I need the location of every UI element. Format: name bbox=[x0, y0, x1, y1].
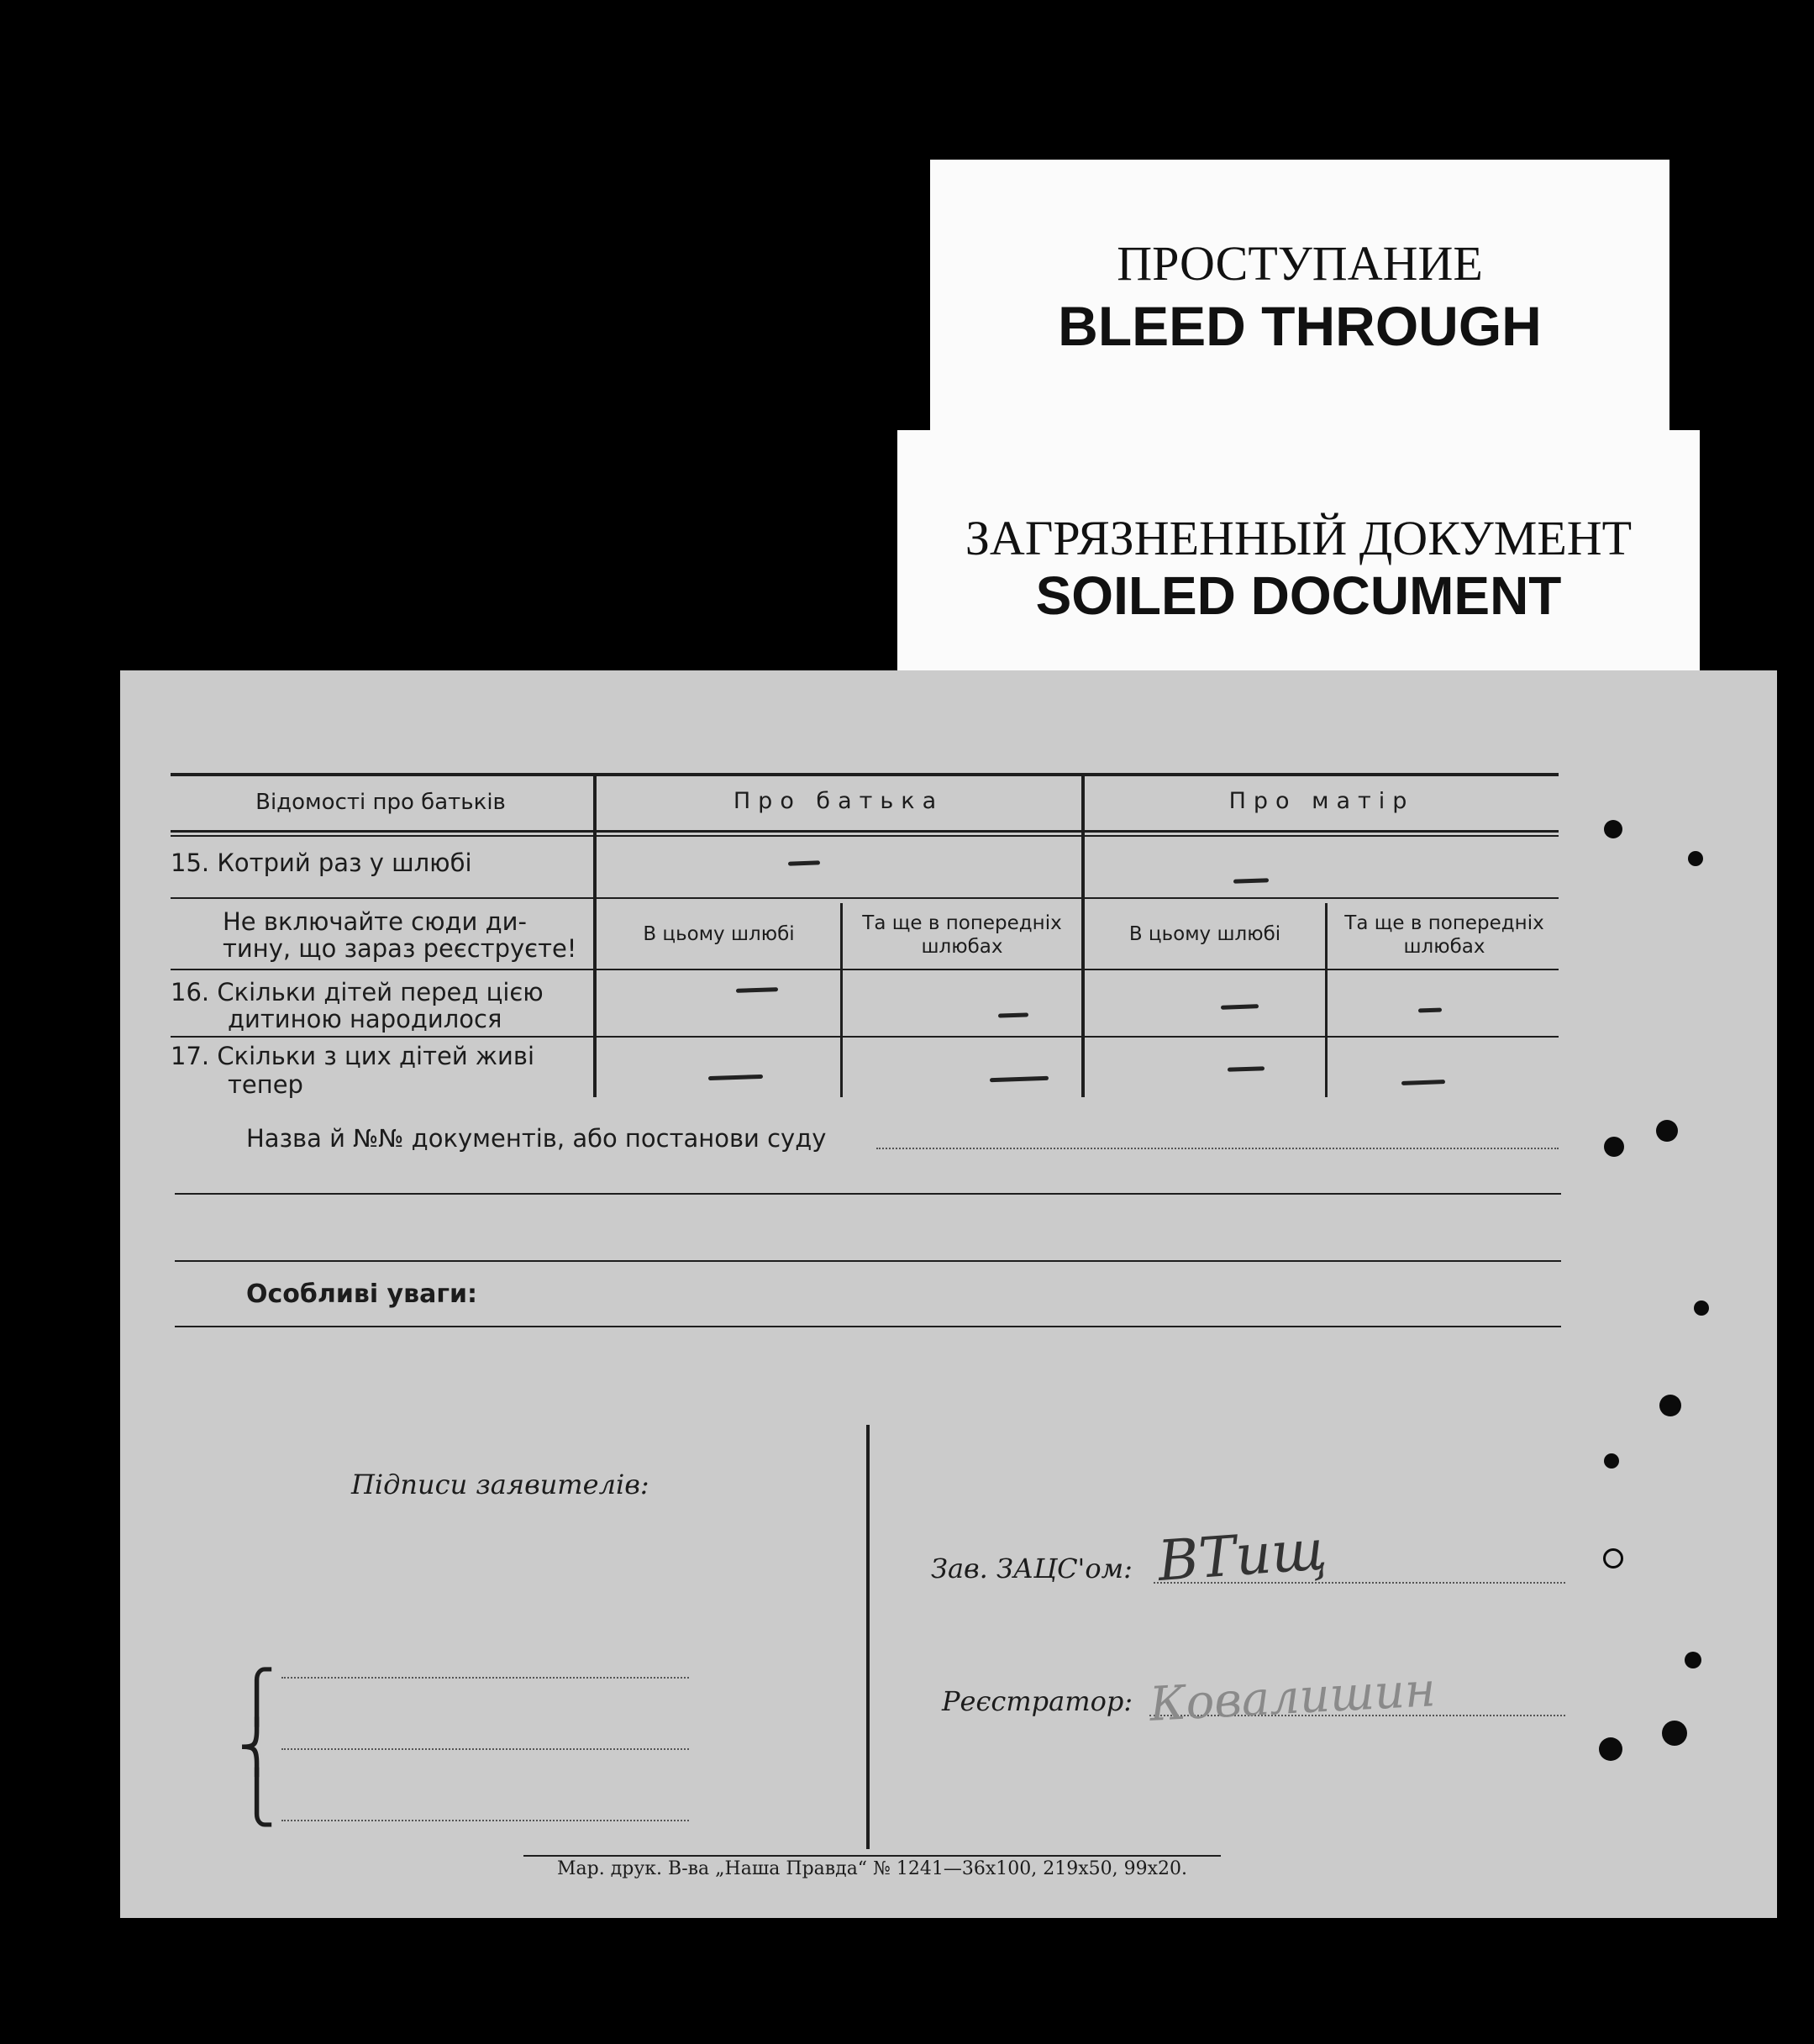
mother-16-prev-value bbox=[1418, 1008, 1442, 1013]
father-16-prev-value bbox=[998, 1012, 1028, 1017]
note-line-2: тину, що зараз реєструєте! bbox=[223, 934, 577, 963]
applicant-signature-line-1 bbox=[281, 1677, 689, 1679]
row-rule-sub bbox=[171, 969, 1559, 970]
bleed-through-ru: ПРОСТУПАНИЕ bbox=[1117, 236, 1483, 291]
table-top-rule bbox=[171, 773, 1559, 776]
form-page bbox=[120, 670, 1777, 1918]
applicants-signatures-label: Підписи заявителів: bbox=[351, 1469, 649, 1500]
father-prev-marriages-header: Та ще в попередніх шлюбах bbox=[862, 912, 1062, 958]
question-16-line-1: 16. Скільки дітей перед цією bbox=[171, 978, 544, 1006]
note-line-1: Не включайте сюди ди- bbox=[223, 907, 527, 936]
binding-hole bbox=[1688, 851, 1703, 866]
soiled-document-en: SOILED DOCUMENT bbox=[1035, 565, 1562, 626]
printer-imprint: Мар. друк. В-ва „Наша Правда“ № 1241—36х100, 219х50, 99х20. bbox=[557, 1858, 1187, 1879]
soiled-document-card bbox=[897, 430, 1700, 682]
soiled-document-ru: ЗАГРЯЗНЕННЫЙ ДОКУМЕНТ bbox=[965, 511, 1633, 565]
bleed-through-card bbox=[930, 160, 1669, 445]
binding-hole bbox=[1604, 820, 1622, 838]
binding-hole bbox=[1685, 1652, 1701, 1668]
registrar-signature: Ковалишин bbox=[1148, 1663, 1438, 1732]
documents-line-3 bbox=[175, 1260, 1561, 1262]
question-17-line-2: тепер bbox=[228, 1070, 303, 1099]
row-rule-16 bbox=[171, 1036, 1559, 1038]
applicants-bracket-top: ⎧ bbox=[238, 1668, 276, 1726]
father-17-this-value bbox=[708, 1075, 763, 1080]
question-15: 15. Котрий раз у шлюбі bbox=[171, 849, 472, 877]
documents-label: Назва й №№ документів, або постанови суду bbox=[246, 1124, 827, 1153]
bleed-through-en: BLEED THROUGH bbox=[1058, 295, 1542, 357]
applicant-signature-line-3 bbox=[281, 1820, 689, 1821]
registrar-label: Реєстратор: bbox=[942, 1685, 1133, 1717]
mother-16-this-value bbox=[1221, 1004, 1259, 1010]
documents-line-2 bbox=[175, 1193, 1561, 1195]
binding-hole bbox=[1694, 1300, 1709, 1316]
father-this-marriage-header: В цьому шлюбі bbox=[643, 923, 795, 945]
row-rule-15 bbox=[171, 897, 1559, 899]
mother-17-this-value bbox=[1228, 1066, 1265, 1072]
binding-hole bbox=[1599, 1737, 1622, 1761]
table-head-label: Відомості про батьків bbox=[255, 790, 506, 815]
mother-15-value bbox=[1233, 878, 1269, 883]
applicant-signature-line-2 bbox=[281, 1748, 689, 1750]
question-17-line-1: 17. Скільки з цих дітей живі bbox=[171, 1042, 535, 1070]
applicants-bracket-bottom: ⎩ bbox=[238, 1768, 276, 1827]
header-rule bbox=[171, 830, 1559, 833]
mother-column-header: Про матір bbox=[1228, 788, 1415, 814]
applicants-bracket-mid: ⎨ bbox=[238, 1718, 276, 1777]
binding-hole bbox=[1603, 1548, 1623, 1568]
col-rule-1 bbox=[593, 775, 597, 1097]
col-rule-mother-sub bbox=[1325, 903, 1328, 1097]
mother-17-prev-value bbox=[1401, 1080, 1445, 1085]
col-rule-2 bbox=[1081, 775, 1085, 1097]
binding-hole bbox=[1662, 1721, 1687, 1746]
mother-this-marriage-header: В цьому шлюбі bbox=[1128, 923, 1281, 945]
binding-hole bbox=[1656, 1120, 1678, 1142]
documents-dotted-line bbox=[876, 1148, 1559, 1149]
question-16-line-2: дитиною народилося bbox=[228, 1005, 502, 1033]
col-rule-father-sub bbox=[840, 903, 843, 1097]
footer-rule bbox=[523, 1855, 1221, 1857]
father-15-value bbox=[788, 860, 820, 865]
binding-hole bbox=[1659, 1395, 1681, 1416]
father-16-this-value bbox=[736, 987, 778, 993]
binding-hole bbox=[1604, 1453, 1619, 1469]
mother-prev-marriages-header: Та ще в попередніх шлюбах bbox=[1344, 912, 1544, 958]
special-remarks-label: Особливі уваги: bbox=[246, 1279, 478, 1309]
binding-hole bbox=[1604, 1137, 1624, 1157]
zags-head-signature: ВТищ bbox=[1155, 1517, 1329, 1594]
zags-head-label: Зав. ЗАЦС'ом: bbox=[931, 1553, 1133, 1584]
father-17-prev-value bbox=[990, 1076, 1049, 1082]
signature-divider bbox=[866, 1425, 870, 1849]
special-remarks-line bbox=[175, 1326, 1561, 1327]
header-rule-2 bbox=[171, 835, 1559, 837]
father-column-header: Про батька bbox=[733, 788, 944, 814]
